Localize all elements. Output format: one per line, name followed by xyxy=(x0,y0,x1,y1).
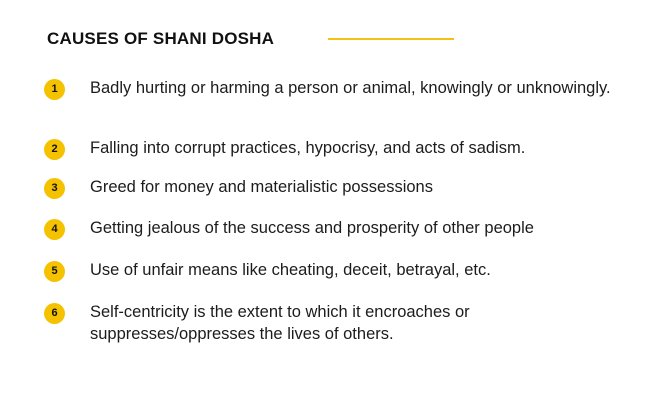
list-item-text: Greed for money and materialistic possessions xyxy=(90,178,433,196)
number-badge: 2 xyxy=(44,139,65,160)
title-underline-divider xyxy=(328,38,454,40)
list-item-text: Getting jealous of the success and prosperity of other people xyxy=(90,219,534,237)
number-badge: 1 xyxy=(44,79,65,100)
list-item-text: Use of unfair means like cheating, deceit, betrayal, etc. xyxy=(90,261,491,279)
list-item-text: Badly hurting or harming a person or animal, knowingly or unknowingly. xyxy=(90,79,611,97)
list-item-text: Self-centricity is the extent to which it encroaches or suppresses/oppresses the lives of others. xyxy=(90,303,470,343)
page-title: CAUSES OF SHANI DOSHA xyxy=(47,29,275,48)
number-badge: 6 xyxy=(44,303,65,324)
number-badge: 5 xyxy=(44,261,65,282)
list-item-text: Falling into corrupt practices, hypocrisy, and acts of sadism. xyxy=(90,139,526,157)
number-badge: 3 xyxy=(44,178,65,199)
section-header xyxy=(47,28,467,50)
number-badge: 4 xyxy=(44,219,65,240)
